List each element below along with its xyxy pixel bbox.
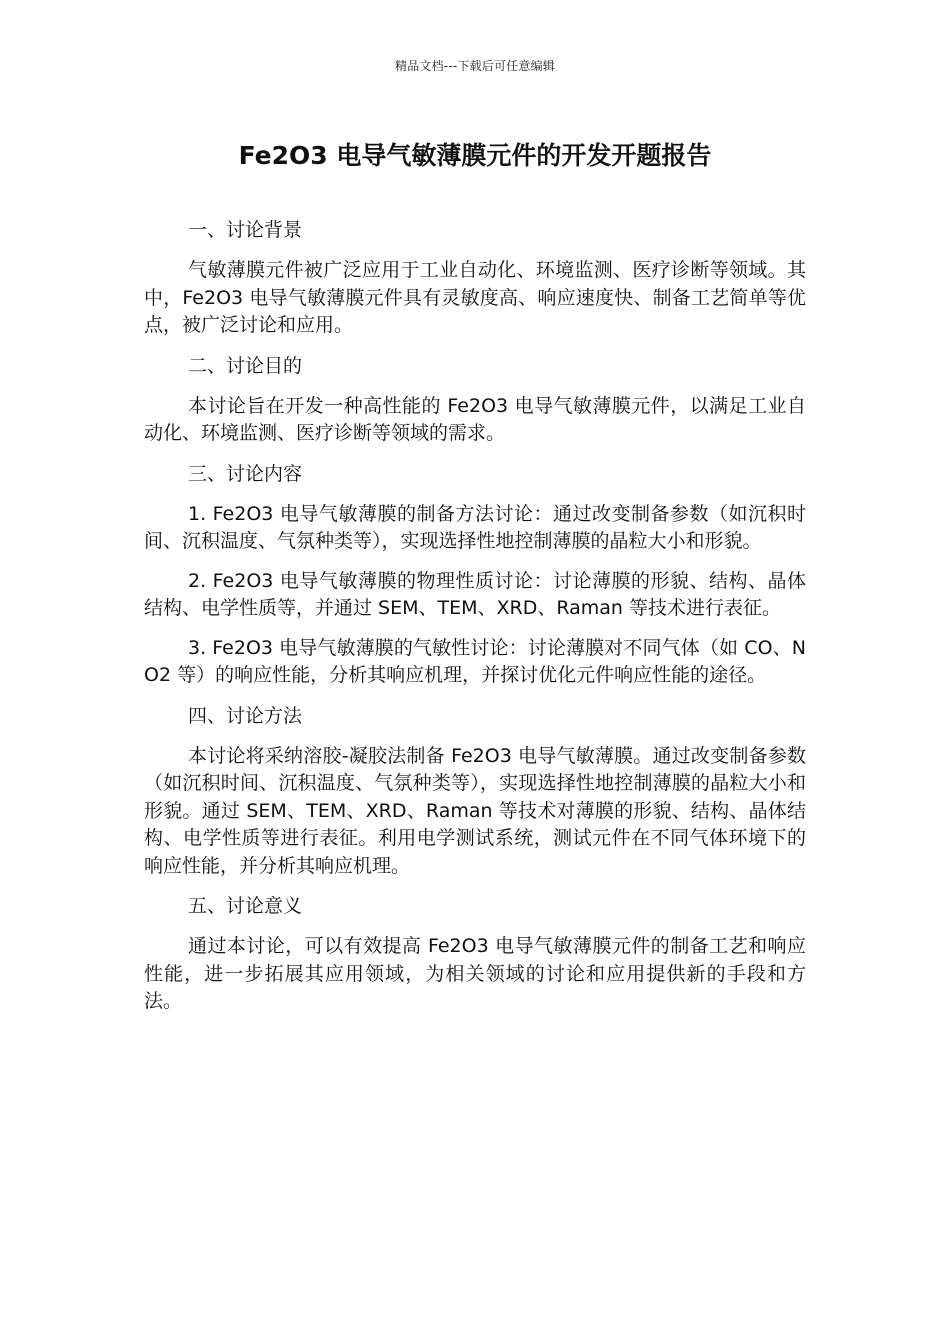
page-header: 精品文档---下载后可任意编辑 bbox=[395, 59, 555, 73]
method-paragraph: 本讨论将采纳溶胶-凝胶法制备 Fe2O3 电导气敏薄膜。通过改变制备参数（如沉积时间、沉积温度、气氛种类等），实现选择性地控制薄膜的晶粒大小和形貌。通过 SEM、TEM、XRD、Raman 等技术对薄膜的形貌、结构、晶体结构、电学性质等进行表征。利用电学测试系统，测试元件在不同气体环境下的响应性能，并分析其响应机理。 bbox=[144, 744, 806, 877]
significance-paragraph: 通过本讨论，可以有效提高 Fe2O3 电导气敏薄膜元件的制备工艺和响应性能，进一步拓展其应用领域，为相关领域的讨论和应用提供新的手段和方法。 bbox=[144, 935, 806, 1012]
background-paragraph: 气敏薄膜元件被广泛应用于工业自动化、环境监测、医疗诊断等领域。其中，Fe2O3 电导气敏薄膜元件具有灵敏度高、响应速度快、制备工艺简单等优点，被广泛讨论和应用。 bbox=[144, 259, 806, 336]
document-body bbox=[144, 216, 806, 1028]
content-item-3: 3. Fe2O3 电导气敏薄膜的气敏性讨论：讨论薄膜对不同气体（如 CO、NO2 等）的响应性能，分析其响应机理，并探讨优化元件响应性能的途径。 bbox=[144, 636, 806, 686]
section-heading-significance: 五、讨论意义 bbox=[188, 895, 303, 917]
content-item-2: 2. Fe2O3 电导气敏薄膜的物理性质讨论：讨论薄膜的形貌、结构、晶体结构、电学性质等，并通过 SEM、TEM、XRD、Raman 等技术进行表征。 bbox=[144, 569, 806, 619]
section-heading-background: 一、讨论背景 bbox=[188, 219, 303, 241]
purpose-paragraph: 本讨论旨在开发一种高性能的 Fe2O3 电导气敏薄膜元件，以满足工业自动化、环境监测、医疗诊断等领域的需求。 bbox=[144, 394, 806, 444]
section-heading-purpose: 二、讨论目的 bbox=[188, 354, 303, 377]
section-heading-content: 三、讨论内容 bbox=[188, 462, 303, 485]
document-title: Fe2O3 电导气敏薄膜元件的开发开题报告 bbox=[238, 141, 712, 170]
content-item-1: 1. Fe2O3 电导气敏薄膜的制备方法讨论：通过改变制备参数（如沉积时间、沉积温度、气氛种类等），实现选择性地控制薄膜的晶粒大小和形貌。 bbox=[144, 502, 806, 552]
section-heading-method: 四、讨论方法 bbox=[188, 704, 303, 727]
